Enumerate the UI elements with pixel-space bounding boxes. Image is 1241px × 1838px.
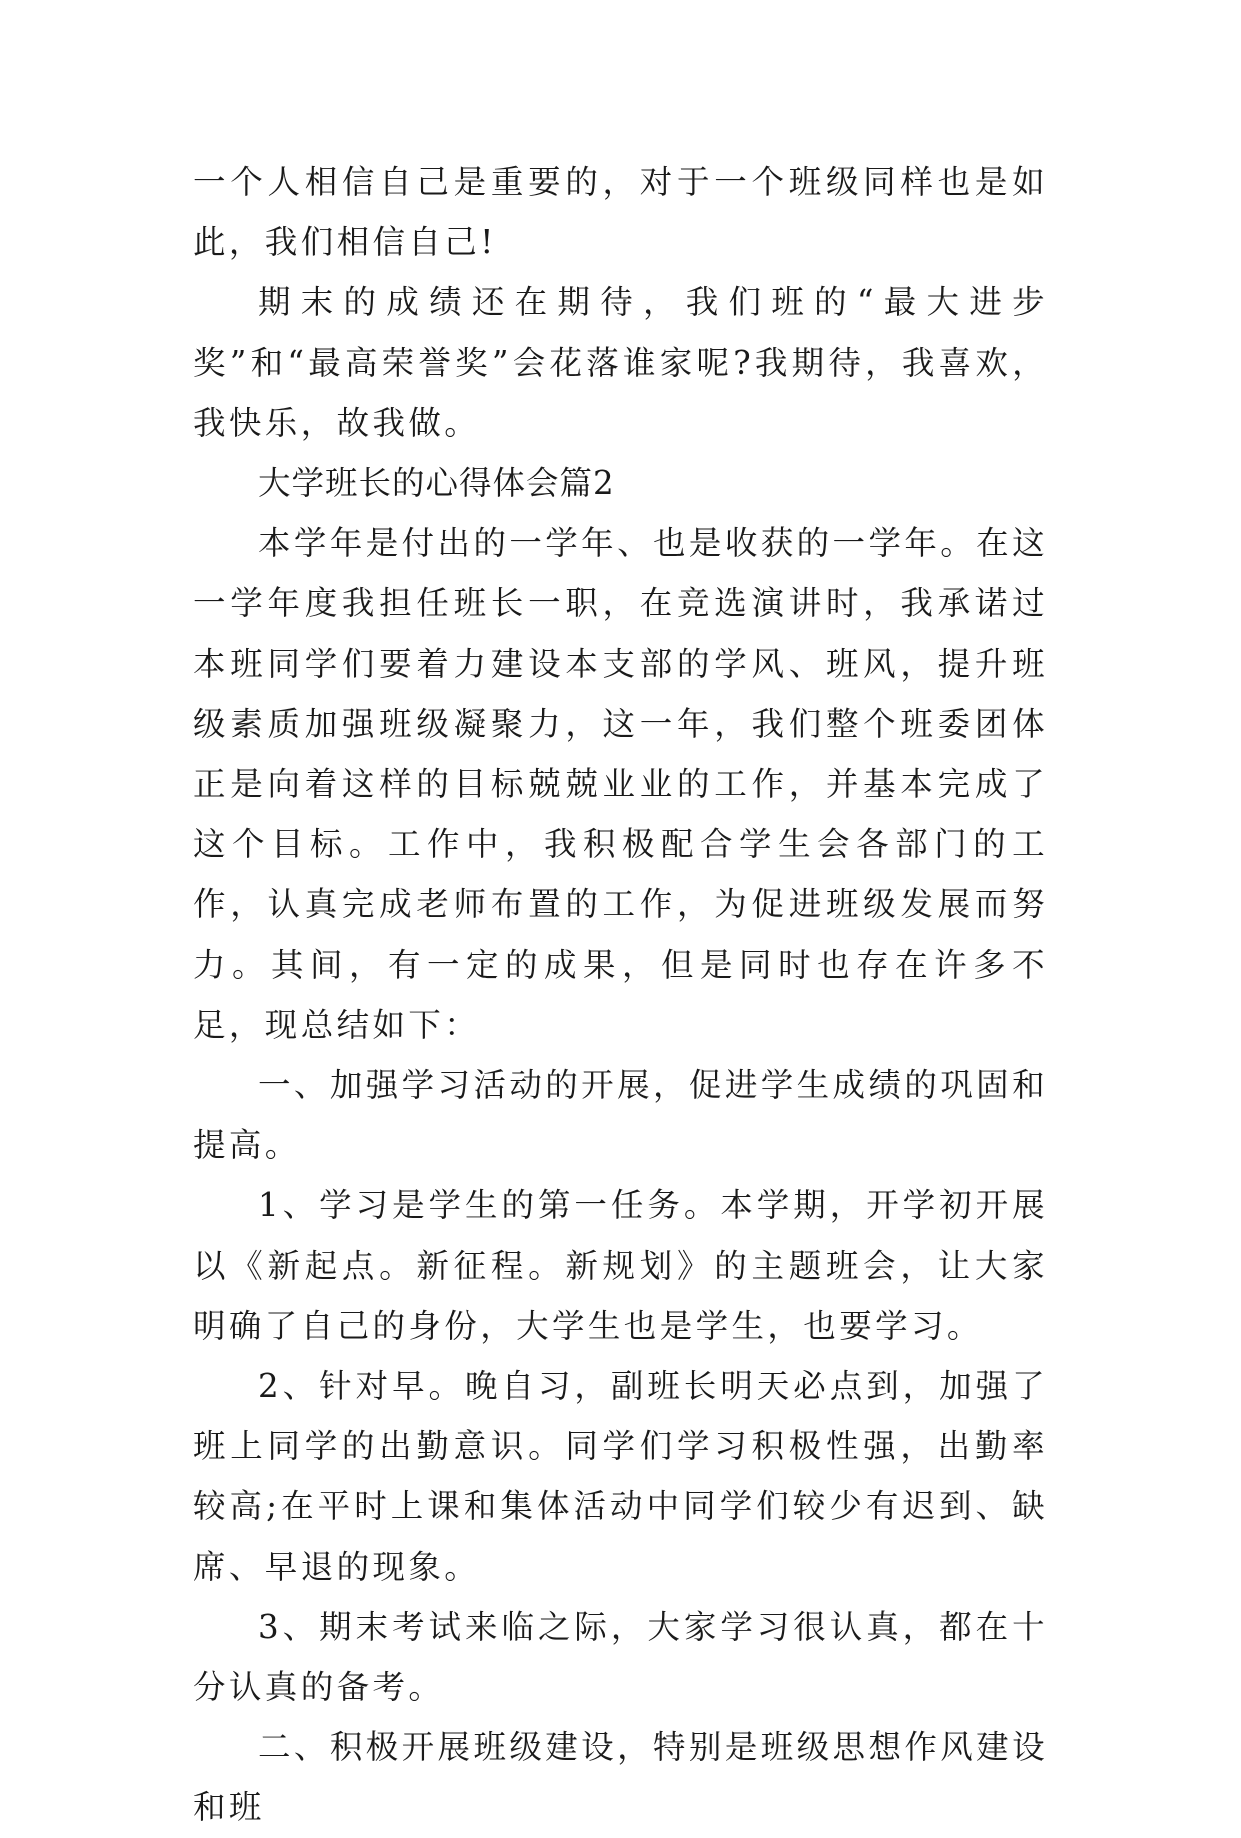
paragraph: 1、学习是学生的第一任务。本学期，开学初开展以《新起点。新征程。新规划》的主题班会，让大家明确了自己的身份，大学生也是学生，也要学习。 <box>193 1186 1048 1345</box>
paragraph: 2、针对早。晚自习，副班长明天必点到，加强了班上同学的出勤意识。同学们学习积极性强，出勤率较高;在平时上课和集体活动中同学们较少有迟到、缺席、早退的现象。 <box>193 1367 1048 1586</box>
paragraph: 3、期末考试来临之际，大家学习很认真，都在十分认真的备考。 <box>193 1607 1048 1707</box>
section-heading: 大学班长的心得体会篇2 <box>258 464 615 503</box>
paragraph: 本学年是付出的一学年、也是收获的一学年。在这一学年度我担任班长一职，在竞选演讲时，我承诺过本班同学们要着力建设本支部的学风、班风，提升班级素质加强班级凝聚力，这一年，我们整个班委团体正是向着这样的目标兢兢业业的工作，并基本完成了这个目标。工作中，我积极配合学生会各部门的工作，认真完成老师布置的工作，为促进班级发展而努力。其间，有一定的成果，但是同时也存在许多不足，现总结如下： <box>193 524 1048 1044</box>
paragraph: 一、加强学习活动的开展，促进学生成绩的巩固和提高。 <box>193 1066 1048 1165</box>
paragraph: 二、积极开展班级建设，特别是班级思想作风建设和班 <box>193 1728 1048 1827</box>
document-body <box>193 152 1048 1838</box>
paragraph: 期末的成绩还在期待，我们班的“最大进步奖”和“最高荣誉奖”会花落谁家呢?我期待，我喜欢，我快乐，故我做。 <box>193 283 1048 442</box>
paragraph: 一个人相信自己是重要的，对于一个班级同样也是如此，我们相信自己! <box>193 163 1048 262</box>
